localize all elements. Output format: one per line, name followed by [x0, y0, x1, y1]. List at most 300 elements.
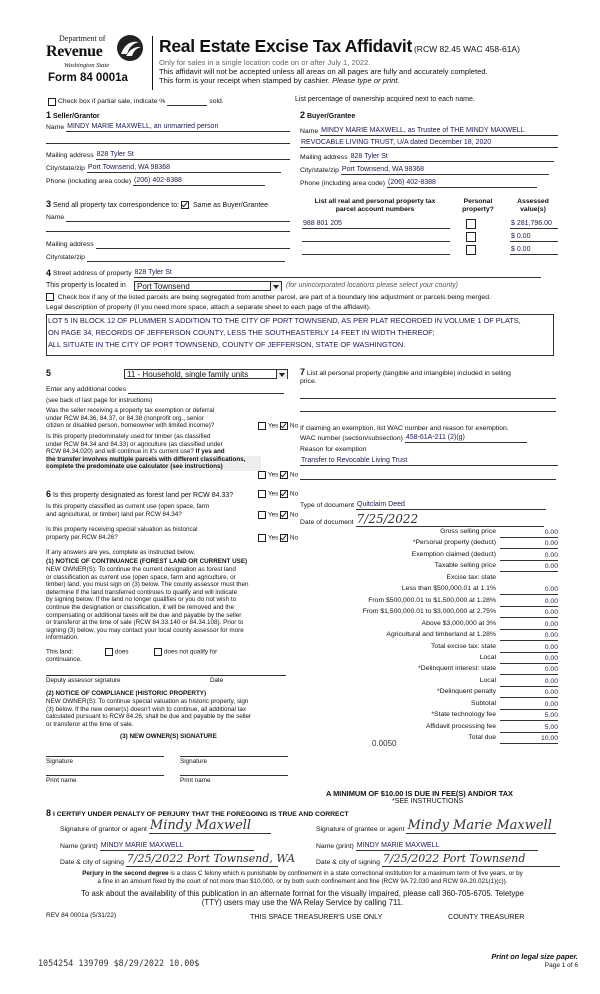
- tax-row: [300, 677, 558, 687]
- n1-line: compensating or additional taxes will be due and payable by the seller: [46, 611, 242, 619]
- personal-property-line[interactable]: [300, 398, 556, 399]
- grantee-name-label: Name (print): [316, 843, 354, 850]
- location-select[interactable]: [134, 281, 282, 291]
- buyer-phone-field[interactable]: (206) 402-8388: [387, 178, 537, 188]
- personal-property-checkbox[interactable]: [466, 232, 476, 242]
- legal-line: ON PAGE 34, RECORDS OF JEFFERSON COUNTY, LESS THE SOUTHEASTERLY 14 FEET IN WIDTH THEREOF;: [48, 328, 435, 337]
- n1-line: determine if the land transferred continues to qualify and will indicate: [46, 588, 238, 596]
- yes-checkbox[interactable]: [258, 534, 266, 542]
- perjury-line-1: [30, 870, 575, 878]
- buyer-phone-label: Phone (including area code): [300, 180, 386, 187]
- n1-line: or classification as current use (open space, farm and agriculture, or: [46, 573, 236, 581]
- does-checkbox[interactable]: [105, 648, 113, 656]
- buyer-heading: [300, 110, 355, 120]
- reason-row: [300, 456, 558, 466]
- grantee-sig-label: Signature of grantee or agent: [316, 826, 405, 833]
- assessed-value-field[interactable]: $ 0.00: [510, 245, 558, 255]
- assessed-value-field[interactable]: $ 281,796.00: [510, 219, 558, 229]
- q-exemption-text: [46, 407, 261, 430]
- ownership-note: List percentage of ownership acquired next to each name.: [295, 96, 475, 103]
- tax-row-value[interactable]: 0.00: [500, 654, 558, 664]
- seller-name-line-2: [46, 143, 290, 144]
- buyer-city-field[interactable]: Port Townsend, WA 98368: [341, 165, 549, 175]
- tax-row: [300, 688, 558, 698]
- seller-city-field[interactable]: Port Townsend, WA 98368: [87, 163, 281, 173]
- perjury-line-2: a fine in an amount fixed by the court of not more than $10,000, or by both such confinement and fine (RCW 9A.72.030 and RCW 9A.20.021(1)(c)).: [97, 877, 508, 885]
- grantor-sig-label: Signature of grantor or agent: [60, 826, 147, 833]
- no-checkbox[interactable]: [280, 471, 288, 479]
- tax-row: [300, 654, 558, 664]
- buyer-name-field[interactable]: MINDY MARIE MAXWELL, as Trustee of THE MINDY MAXWELL: [320, 126, 558, 136]
- tax-row: [300, 723, 558, 733]
- tax-row: [300, 551, 558, 561]
- grantor-date-row: [60, 852, 296, 867]
- dor-dept-text: Department of: [59, 34, 106, 43]
- s6-q2-yes-no: [258, 511, 298, 519]
- seller-mail-label: Mailing address: [46, 152, 94, 159]
- tax-row: [300, 585, 558, 595]
- q-exemption-yes-no: [258, 422, 298, 430]
- no-label: No: [290, 471, 299, 479]
- tax-row-label: *Delinquent interest: state: [418, 665, 496, 673]
- street-label: Street address of property: [53, 270, 132, 277]
- does-not-checkbox[interactable]: [154, 648, 162, 656]
- parcel-col-h1b: parcel account numbers: [335, 206, 415, 213]
- wac-label: WAC number (section/subsection): [300, 435, 403, 442]
- tax-row-label: Excise tax: state: [446, 573, 496, 581]
- tax-row-label: *Personal property (deduct): [412, 539, 496, 547]
- s3-mail-field[interactable]: [96, 239, 290, 249]
- section-6-number: 6: [46, 489, 52, 499]
- wac-row: [300, 433, 527, 443]
- wac-field[interactable]: 458-61A-211 (2)(g): [405, 433, 527, 443]
- s3-city-row: [46, 252, 285, 262]
- doc-type-field[interactable]: Quitclaim Deed: [356, 500, 546, 510]
- parcel-number-field[interactable]: 988 801 205: [302, 219, 450, 229]
- assessed-col-header: [508, 198, 558, 214]
- s3-name-row: [46, 212, 290, 222]
- does-label: does: [114, 648, 129, 656]
- n1-line: continue the designation or classification, it will be removed and the: [46, 603, 234, 611]
- rcw-reference: (RCW 82.45 WAC 458-61A): [413, 44, 520, 54]
- tax-row-label: Above $3,000,000 at 3%: [421, 619, 496, 627]
- notice-1-body: [46, 566, 286, 642]
- revision-label: REV 84 0001a (5/31/22): [46, 912, 117, 919]
- tax-row-label: *Delinquent penalty: [437, 688, 496, 696]
- tax-row: [300, 734, 558, 744]
- print-name-line[interactable]: [46, 775, 164, 776]
- location-note: (for unincorporated locations please select your county): [286, 282, 458, 289]
- certify-row: [46, 808, 349, 818]
- tax-row-value[interactable]: 0.00: [500, 528, 558, 538]
- deputy-signature-line[interactable]: [46, 675, 286, 676]
- tax-row-value[interactable]: 0.00: [500, 665, 558, 675]
- q-timber-yes-no: [258, 471, 298, 479]
- yes-label: Yes: [268, 534, 279, 542]
- header-line-3: [159, 76, 400, 85]
- seller-city-row: [46, 163, 281, 173]
- seller-city-label: City/state/zip: [46, 165, 85, 172]
- no-checkbox[interactable]: [280, 422, 288, 430]
- partial-sale-sold: sold.: [209, 98, 224, 105]
- property-use-select[interactable]: [124, 369, 288, 379]
- legal-paper-note: Print on legal size paper.: [491, 952, 578, 961]
- grantee-date-row: [316, 852, 560, 867]
- assessed-col-h3: Assessed: [517, 198, 549, 205]
- tax-row-value[interactable]: 0.00: [500, 620, 558, 630]
- n2-line: NEW OWNER(S): To continue special valuation as historic property, sign: [46, 698, 249, 705]
- grantor-date-field[interactable]: 7/25/2022 Port Townsend, WA: [126, 852, 296, 865]
- codes-field[interactable]: [128, 384, 284, 394]
- perjury-text: is a class C felony which is punishable by confinement in a state correctional institution for a maximum term of five years, or by: [170, 870, 523, 877]
- s6-q3: [46, 526, 198, 541]
- form-number: Form 84 0001a: [48, 72, 128, 84]
- buyer-name-label: Name: [300, 128, 319, 135]
- tax-row-value[interactable]: 0.00: [500, 643, 558, 653]
- page-number: Page 1 of 6: [544, 962, 578, 969]
- certify-text: I CERTIFY UNDER PENALTY OF PERJURY THAT THE FOREGOING IS TRUE AND CORRECT: [52, 811, 349, 818]
- receipt-stamp: 1054254 139709 $8/29/2022 10.00$: [38, 958, 200, 968]
- seller-name-row: [46, 122, 290, 132]
- q-line: under RCW 84.34 and 84.33) or agriculture (as classified under: [46, 440, 223, 448]
- personal-property-checkbox[interactable]: [466, 219, 476, 229]
- notice-2-title: (2) NOTICE OF COMPLIANCE (HISTORIC PROPERTY): [46, 690, 207, 697]
- dor-state-text: Washington State: [64, 62, 110, 69]
- n2-line: or transferor at the time of sale.: [46, 720, 134, 728]
- buyer-mail-row: [300, 152, 554, 162]
- personal-property-line[interactable]: [300, 411, 556, 412]
- assessed-col-h3b: value(s): [520, 206, 546, 213]
- notice-2-body: [46, 698, 296, 728]
- tax-row-label: From $500,000.01 to $1,500,000 at 1.28%: [368, 596, 496, 604]
- grantee-name-row: [316, 841, 538, 851]
- doc-date-label: Date of document: [300, 519, 354, 526]
- section-3-text: Send all property tax correspondence to:: [52, 202, 180, 209]
- perjury-bold: Perjury in the second degree: [82, 870, 169, 877]
- n2-line: calculated pursuant to RCW 84.26, shall be due and payable by the seller: [46, 713, 252, 721]
- tax-row: [300, 631, 558, 641]
- codes-label: Enter any additional codes: [46, 386, 127, 393]
- s3-city-label: City/state/zip: [46, 254, 85, 261]
- section-7-heading: [300, 368, 560, 386]
- q-line-text: RCW 84.34.020) and will continue in it's current use?: [46, 448, 194, 456]
- section-7-text: List all personal property (tangible and intangible) included in selling: [306, 370, 511, 377]
- tax-row-value[interactable]: 0.00: [500, 608, 558, 618]
- tax-row-value[interactable]: 5.00: [500, 711, 558, 721]
- reason-field[interactable]: Transfer to Revocable Living Trust: [300, 456, 558, 466]
- section-7-text-2: price.: [300, 378, 317, 385]
- yes-checkbox[interactable]: [258, 471, 266, 479]
- perjury-note: [30, 870, 575, 885]
- q-line: Was the seller receiving a property tax exemption or deferral: [46, 407, 215, 414]
- tax-row-value[interactable]: 0.00: [500, 677, 558, 687]
- doc-date-field[interactable]: 7/25/2022: [356, 513, 544, 527]
- tax-row: [300, 711, 558, 721]
- deputy-signature-label: Deputy assessor signature: [46, 677, 121, 684]
- print-name-label: Print name: [46, 777, 77, 784]
- segregated-row: [46, 293, 491, 301]
- doc-type-label: Type of document: [300, 502, 355, 509]
- yes-checkbox[interactable]: [258, 422, 266, 430]
- section-1-title: Seller/Grantor: [52, 113, 100, 120]
- tax-row: [300, 562, 558, 572]
- s3-mail-row: [46, 239, 290, 249]
- buyer-city-label: City/state/zip: [300, 167, 339, 174]
- tax-row: [300, 528, 558, 538]
- codes-note: (see back of last page for instructions): [46, 397, 153, 404]
- tax-row-value[interactable]: 0.00: [500, 551, 558, 561]
- seller-phone-field[interactable]: (206) 402-8388: [133, 176, 265, 186]
- if-yes-note: If any answers are yes, complete as instructed below.: [46, 549, 196, 556]
- s6-q3-yes-no: [258, 534, 298, 542]
- s3-name-field[interactable]: [66, 212, 290, 222]
- tax-row-value[interactable]: 0.00: [500, 631, 558, 641]
- accessibility-note: [30, 889, 575, 907]
- this-land-label: This land:: [46, 648, 74, 656]
- s3-name-line-2: [46, 231, 290, 232]
- q-line: and agricultural, or timber) land per RCW 84.34?: [46, 510, 182, 518]
- n1-line: NEW OWNER(S): To continue the current designation as forest land: [46, 566, 236, 573]
- header-divider: [152, 36, 153, 90]
- personal-col-header: [458, 198, 498, 214]
- no-checkbox[interactable]: [280, 534, 288, 542]
- personal-col-h2b: property?: [462, 206, 494, 213]
- s3-city-field[interactable]: [87, 252, 285, 262]
- grantor-name-field[interactable]: MINDY MARIE MAXWELL: [100, 841, 254, 851]
- tax-row-value[interactable]: 0.00: [500, 700, 558, 710]
- s6-q2: [46, 503, 209, 518]
- segregated-label: Check box if any of the listed parcels are being segregated from another parcel, are part of a boundary line adjustment or parcels being merged.: [57, 293, 491, 301]
- n2-line: (3) below. If the new owner(s) doesn't wish to continue, all additional tax: [46, 705, 247, 713]
- q-line: Is this property receiving special valuation as historical: [46, 526, 198, 533]
- section-3-heading: [46, 199, 268, 209]
- no-label: No: [290, 511, 299, 519]
- s3-mail-label: Mailing address: [46, 241, 94, 248]
- parcel-row: [302, 219, 558, 231]
- partial-sale-checkbox[interactable]: [48, 98, 56, 106]
- dor-logo: [44, 34, 150, 90]
- street-row: [46, 268, 541, 278]
- tax-row-value[interactable]: 10.00: [500, 734, 558, 744]
- tax-row: [300, 620, 558, 630]
- section-8-number: 8: [46, 808, 52, 818]
- tax-row-label: Local: [479, 653, 496, 661]
- seller-name-field[interactable]: MINDY MARIE MAXWELL, an unmarried person: [66, 122, 290, 132]
- codes-row: [46, 384, 284, 394]
- see-instructions-note: *SEE INSTRUCTIONS: [392, 798, 464, 805]
- tax-row-value[interactable]: 0.00: [500, 585, 558, 595]
- notice-1-title: (1) NOTICE OF CONTINUANCE (FOREST LAND OR CURRENT USE): [46, 558, 248, 565]
- tax-row: [300, 700, 558, 710]
- treasurer-use-label: THIS SPACE TREASURER'S USE ONLY: [250, 912, 383, 921]
- partial-sale-percent[interactable]: [167, 96, 207, 106]
- tax-row-value[interactable]: 0.00: [500, 562, 558, 572]
- tax-row: [300, 608, 558, 618]
- tax-row-label: Affidavit processing fee: [425, 722, 496, 730]
- grantor-signature[interactable]: Mindy Maxwell: [149, 819, 271, 834]
- reason-label: Reason for exemption: [300, 446, 367, 453]
- partial-sale-label: Check box if partial sale, indicate %: [58, 98, 166, 105]
- parcel-col-header: [300, 198, 450, 214]
- legal-description-box[interactable]: [46, 314, 554, 356]
- buyer-name2-row: [300, 138, 558, 148]
- receipt-note: This form is your receipt when stamped by cashier.: [159, 76, 330, 85]
- parcel-row: [302, 232, 558, 244]
- does-not-label: does not qualify for: [163, 648, 218, 656]
- chevron-down-icon: [270, 282, 281, 291]
- section-2-number: 2: [300, 110, 306, 120]
- signature-label: Signature: [46, 758, 73, 765]
- doc-type-row: [300, 500, 546, 510]
- legal-line: LOT 5 IN BLOCK 12 OF PLUMMER S ADDITION TO THE CITY OF PORT TOWNSEND, AS PER PLAT RECORDED IN VOLUME 1 OF PLATS,: [48, 316, 521, 325]
- location-select-value: Port Townsend: [137, 282, 190, 291]
- exemption-claim-label: If claiming an exemption, list WAC number and reason for exemption.: [300, 425, 509, 432]
- tax-row: [300, 597, 558, 607]
- parcel-col-h1: List all real and personal property tax: [314, 198, 436, 205]
- no-checkbox[interactable]: [280, 511, 288, 519]
- n1-line: information.: [46, 634, 79, 642]
- s6-q1: [46, 489, 233, 499]
- property-use-value: 11 - Household, single family units: [127, 370, 249, 379]
- s3-name-label: Name: [46, 214, 65, 221]
- grantor-sig-row: [60, 819, 271, 834]
- tax-row: [300, 643, 558, 653]
- signature-label: Signature: [180, 758, 207, 765]
- buyer-name-row: [300, 126, 558, 136]
- yes-label: Yes: [268, 511, 279, 519]
- tax-row-value[interactable]: 5.00: [500, 723, 558, 733]
- page-title: [159, 36, 520, 57]
- type-print-note: Please type or print.: [332, 76, 400, 85]
- tax-row-label: Total due: [468, 734, 496, 742]
- new-owner-signature-line[interactable]: [180, 756, 288, 757]
- tax-row-label: Total excise tax: state: [431, 642, 496, 650]
- yes-label: Yes: [268, 490, 279, 498]
- dor-swoosh-icon: [114, 34, 146, 62]
- grantee-name-field[interactable]: MINDY MARIE MAXWELL: [356, 841, 538, 851]
- buyer-phone-row: [300, 178, 537, 188]
- personal-col-h2: Personal: [463, 198, 493, 205]
- yes-checkbox[interactable]: [258, 511, 266, 519]
- access-line-2: (TTY) users may use the WA Relay Service by calling 711.: [201, 898, 404, 907]
- tax-row-label: Taxable selling price: [434, 562, 496, 570]
- q-line: property per RCW 84.26?: [46, 533, 118, 541]
- grantee-signature[interactable]: Mindy Marie Maxwell: [406, 819, 556, 834]
- tax-row-label: *State technology fee: [431, 711, 496, 719]
- no-checkbox[interactable]: [280, 490, 288, 498]
- grantor-name-label: Name (print): [60, 843, 98, 850]
- tax-row: [300, 665, 558, 675]
- buyer-mail-label: Mailing address: [300, 154, 348, 161]
- no-label: No: [290, 490, 299, 498]
- print-name-label: Print name: [180, 777, 211, 784]
- q-line: citizen or disabled person, homeowner with limited income)?: [46, 422, 215, 430]
- section-4-number: 4: [46, 268, 52, 278]
- new-owner-signature-line[interactable]: [46, 756, 164, 757]
- tax-row: [300, 574, 558, 584]
- continuance-label: continuance.: [46, 656, 82, 663]
- partial-sale-row: [48, 96, 226, 106]
- legal-description-label: Legal description of property (if you need more space, attach a separate sheet to each page of the affidavit).: [46, 304, 371, 311]
- yes-label: Yes: [268, 422, 279, 430]
- n1-line: by signing below. If the land no longer qualifies or you do not wish to: [46, 596, 237, 604]
- local-rate: 0.0050: [372, 739, 397, 748]
- seller-mail-field[interactable]: 828 Tyler St: [96, 150, 290, 160]
- parcel-row: [302, 245, 558, 257]
- grantee-sig-row: [316, 819, 556, 834]
- q-timber-text: [46, 433, 261, 471]
- section-1-number: 1: [46, 110, 52, 120]
- parcel-number-field[interactable]: [302, 232, 450, 242]
- tax-row-value[interactable]: 0.00: [500, 597, 558, 607]
- header-line-1: Only for sales in a single location code on or after July 1, 2022.: [159, 58, 371, 67]
- seller-phone-label: Phone (including area code): [46, 178, 132, 185]
- same-as-buyer-label: Same as Buyer/Grantee: [192, 202, 269, 209]
- deputy-date-label: Date: [210, 677, 224, 684]
- print-name-line[interactable]: [180, 775, 288, 776]
- section-7-number: 7: [300, 367, 306, 377]
- parcel-number-field[interactable]: [302, 245, 450, 255]
- section-2-title: Buyer/Grantee: [306, 113, 356, 120]
- seller-heading: [46, 110, 100, 120]
- tax-row-label: Exemption claimed (deduct): [411, 550, 496, 558]
- q-line: Is this property predominately used for timber (as classified: [46, 433, 211, 440]
- section-3-number: 3: [46, 199, 52, 209]
- tax-row-label: From $1,500,000.01 to $3,000,000 at 2.75%: [362, 608, 496, 616]
- q-line: [46, 448, 261, 456]
- tax-row-label: Local: [479, 676, 496, 684]
- q-line: under RCW 84.36, 84.37, or 84.38 (nonprofit org., senior: [46, 414, 204, 422]
- grantee-date-label: Date & city of signing: [316, 859, 380, 866]
- reason-line-2[interactable]: [300, 479, 556, 480]
- q-line: Is this property classified as current use (open space, farm: [46, 503, 210, 510]
- grantee-date-field[interactable]: 7/25/2022 Port Townsend: [382, 852, 560, 867]
- buyer-mail-field[interactable]: 828 Tyler St: [350, 152, 554, 162]
- seller-mail-row: [46, 150, 290, 160]
- grantor-name-row: [60, 841, 254, 851]
- tax-row-value[interactable]: 0.00: [500, 688, 558, 698]
- same-as-buyer-checkbox[interactable]: [181, 201, 189, 209]
- tax-row-label: Subtotal: [471, 699, 496, 707]
- buyer-city-row: [300, 165, 549, 175]
- personal-property-checkbox[interactable]: [466, 245, 476, 255]
- buyer-name-field-2[interactable]: REVOCABLE LIVING TRUST, U/A dated December 18, 2020: [300, 138, 558, 148]
- grantor-date-label: Date & city of signing: [60, 859, 124, 866]
- seller-phone-row: [46, 176, 265, 186]
- no-label: No: [290, 534, 299, 542]
- n1-line: signing (3) below, you may contact your local county assessor for more: [46, 626, 244, 634]
- dor-brand-text: Revenue: [46, 43, 103, 60]
- tax-row-value[interactable]: 0.00: [500, 539, 558, 549]
- yes-checkbox[interactable]: [258, 490, 266, 498]
- header-line-2: This affidavit will not be accepted unless all areas on all pages are fully and accurately completed.: [159, 67, 488, 76]
- tax-row-label: Less than $500,000.01 at 1.1%: [401, 585, 496, 593]
- no-label: No: [290, 422, 299, 430]
- notice-3-title: (3) NEW OWNER(S) SIGNATURE: [120, 733, 217, 740]
- s6-q1-yes-no: [258, 490, 298, 498]
- q-line-bold: If yes and: [195, 448, 225, 456]
- chevron-down-icon: [276, 370, 287, 379]
- yes-label: Yes: [268, 471, 279, 479]
- street-field[interactable]: 828 Tyler St: [134, 268, 541, 278]
- assessed-value-field[interactable]: $ 0.00: [510, 232, 558, 242]
- segregated-checkbox[interactable]: [46, 293, 54, 301]
- n1-line: timber) land, you must sign on (3) below. The county assessor must then: [46, 581, 249, 589]
- tax-row-label: Agricultural and timberland at 1.28%: [386, 631, 496, 639]
- q-line-bold: the transfer involves multiple parcels with different classifications,: [46, 456, 261, 464]
- q-line-bold: complete the predominate use calculator (see instructions): [46, 463, 261, 471]
- access-line-1: To ask about the availability of this publication in an alternate format for the visually impaired, please call 360-705-6705. Teletype: [81, 889, 524, 898]
